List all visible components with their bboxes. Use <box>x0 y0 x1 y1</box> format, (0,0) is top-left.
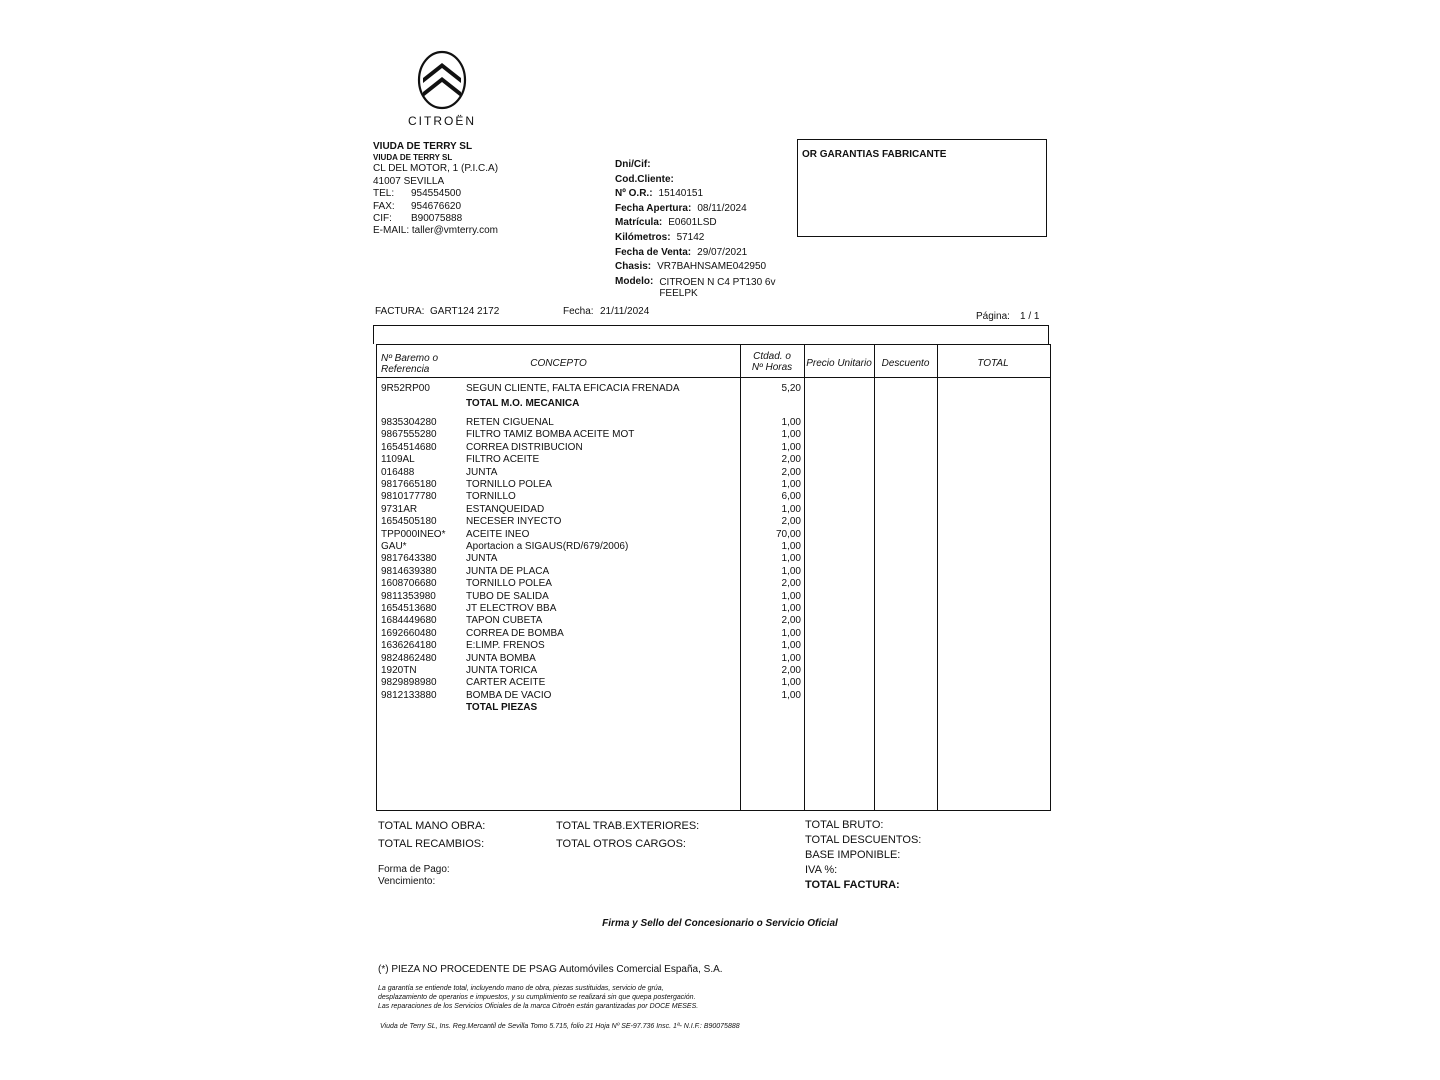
total-trab-exteriores: TOTAL TRAB.EXTERIORES: <box>556 820 700 832</box>
company-name-small: VIUDA DE TERRY SL <box>373 153 453 163</box>
header-divider <box>377 377 1050 378</box>
cell-concepto: TUBO DE SALIDA <box>466 590 549 602</box>
fecha-label: Fecha: <box>563 306 594 317</box>
cell-concepto: TORNILLO POLEA <box>466 578 552 590</box>
cell-qty: 1,00 <box>781 652 801 664</box>
col-divider <box>874 345 875 810</box>
cell-qty: 1,00 <box>781 503 801 515</box>
cell-concepto: TORNILLO <box>466 491 516 503</box>
fecha-value: 21/11/2024 <box>600 306 650 317</box>
base-imponible: BASE IMPONIBLE: <box>805 849 901 861</box>
cell-ref: 1608706680 <box>381 578 437 590</box>
cell-qty: 6,00 <box>781 491 801 503</box>
cell-concepto: NECESER INYECTO <box>466 516 562 528</box>
cell-ref: 1636264180 <box>381 640 437 652</box>
or-garantias-box <box>797 139 1047 237</box>
company-tel: TEL: 954554500 <box>373 188 462 200</box>
cell-ref: 9812133880 <box>381 689 437 701</box>
col-divider <box>937 345 938 810</box>
cell-qty: 1,00 <box>781 627 801 639</box>
cell-concepto: ESTANQUEIDAD <box>466 503 545 515</box>
client-or: Nº O.R.: 15140151 <box>615 188 704 200</box>
pagina-label: Página: <box>976 311 1010 322</box>
cell-ref: TPP000INEO* <box>381 528 446 540</box>
cell-ref: 1692660480 <box>381 627 437 639</box>
client-venta: Fecha de Venta: 29/07/2021 <box>615 246 748 258</box>
cell-qty: 1,00 <box>781 417 801 428</box>
col-divider <box>804 345 805 810</box>
total-bruto: TOTAL BRUTO: <box>805 819 884 831</box>
garantia-text: La garantía se entiende total, incluyendo mano de obra, piezas sustituidas, servicio de grúa, desplazamiento de operarios e impuestos, y su cumplimiento se realizará sin que quepa postergación. Las reparaciones de los Servicios Oficiales de la marca Citroën están garantizadas por DOCE MESES. <box>378 985 699 1010</box>
cell-ref: GAU* <box>381 541 407 552</box>
client-cod: Cod.Cliente: <box>615 173 674 185</box>
cell-concepto: JUNTA DE PLACA <box>466 565 550 577</box>
cell-concepto: TORNILLO POLEA <box>466 479 552 490</box>
total-otros-cargos: TOTAL OTROS CARGOS: <box>556 838 686 850</box>
iva: IVA %: <box>805 864 838 876</box>
cell-ref: 9810177780 <box>381 491 437 503</box>
client-dni: Dni/Cif: <box>615 159 651 170</box>
cell-concepto: JUNTA <box>466 466 498 478</box>
company-address: CL DEL MOTOR, 1 (P.I.C.A) <box>373 163 499 175</box>
cell-ref: 016488 <box>381 466 415 478</box>
cell-ref: 1109AL <box>381 454 415 466</box>
cell-concepto: CARTER ACEITE <box>466 677 546 689</box>
client-info <box>615 158 775 299</box>
cell-concepto: FILTRO ACEITE <box>466 454 540 466</box>
cell-qty: 5,20 <box>781 383 801 394</box>
cell-concepto: TAPON CUBETA <box>466 615 543 627</box>
cell-ref: 9817665180 <box>381 479 437 490</box>
cell-qty: 2,00 <box>781 665 801 676</box>
cell-qty: 70,00 <box>775 528 801 540</box>
brand-name: CITROËN <box>408 114 476 128</box>
header-descuento: Descuento <box>881 358 930 369</box>
cell-qty: 1,00 <box>781 677 801 689</box>
cell-ref: 9814639380 <box>381 565 437 577</box>
company-name: VIUDA DE TERRY SL <box>373 141 473 152</box>
table-top-band <box>373 325 1049 344</box>
cell-qty: 1,00 <box>781 479 801 490</box>
cell-qty: 1,00 <box>781 541 801 552</box>
cell-ref: 9811353980 <box>381 590 436 602</box>
cell-ref: 1684449680 <box>381 615 437 627</box>
factura-label: FACTURA: <box>375 306 425 317</box>
client-chasis: Chasis: VR7BAHNSAME042950 <box>615 261 767 273</box>
cell-qty: 1,00 <box>781 429 801 441</box>
company-city: 41007 SEVILLA <box>373 175 445 187</box>
cell-concepto: CORREA DE BOMBA <box>466 627 564 639</box>
cell-qty: 2,00 <box>781 454 801 466</box>
header-total: TOTAL <box>977 358 1009 369</box>
cell-concepto: E:LIMP. FRENOS <box>466 640 545 652</box>
cell-ref: 9731AR <box>381 503 418 515</box>
cell-concepto: CORREA DISTRIBUCION <box>466 441 583 453</box>
factura-number: GART124 2172 <box>430 306 500 317</box>
brand-logo <box>404 50 480 128</box>
cell-ref: 9829898980 <box>381 677 437 689</box>
cell-concepto: RETEN CIGUENAL <box>466 417 554 428</box>
pagina-value: 1 / 1 <box>1020 311 1040 322</box>
client-apertura: Fecha Apertura: 08/11/2024 <box>615 202 747 214</box>
cell-ref: 9867555280 <box>381 429 437 441</box>
header-concepto: CONCEPTO <box>530 358 587 369</box>
cell-concepto: Aportacion a SIGAUS(RD/679/2006) <box>466 541 629 552</box>
client-modelo: Modelo: CITROEN N C4 PT130 6v FEELPK <box>615 275 776 299</box>
cell-qty: 1,00 <box>781 565 801 577</box>
cell-qty: 1,00 <box>781 603 801 614</box>
cell-qty: 2,00 <box>781 578 801 590</box>
cell-concepto: JUNTA <box>466 553 498 565</box>
total-descuentos: TOTAL DESCUENTOS: <box>805 834 922 846</box>
firma-sello: Firma y Sello del Concesionario o Servicio Oficial <box>602 918 838 929</box>
header-precio: Precio Unitario <box>806 358 872 369</box>
cell-qty: 1,00 <box>781 553 801 565</box>
company-cif: CIF: B90075888 <box>373 213 463 225</box>
or-box-title: OR GARANTIAS FABRICANTE <box>802 149 947 160</box>
cell-qty: 1,00 <box>781 590 801 602</box>
registro-mercantil: Viuda de Terry SL, Ins. Reg.Mercantil de Sevilla Tomo 5.715, folio 21 Hoja Nº SE-97.736 Insc. 1ª- N.I.F.: B90075888 <box>380 1023 740 1030</box>
cell-concepto: TOTAL PIEZAS <box>466 702 538 714</box>
cell-concepto: JT ELECTROV BBA <box>466 603 557 614</box>
header-ref: Nº Baremo o Referencia <box>381 353 439 375</box>
cell-qty: 2,00 <box>781 615 801 627</box>
cell-concepto: JUNTA TORICA <box>466 665 538 676</box>
company-email: E-MAIL: taller@vmterry.com <box>373 225 498 237</box>
items-table <box>376 344 1051 811</box>
cell-ref: 9R52RP00 <box>381 383 430 394</box>
cell-concepto: ACEITE INEO <box>466 528 530 540</box>
cell-ref: 9835304280 <box>381 417 437 428</box>
citroen-double-chevron-icon <box>417 50 467 110</box>
client-km: Kilómetros: 57142 <box>615 231 705 243</box>
total-mano-obra: TOTAL MANO OBRA: <box>378 820 486 832</box>
header-qty: Ctdad. o Nº Horas <box>751 351 793 373</box>
total-recambios: TOTAL RECAMBIOS: <box>378 838 485 850</box>
nota-pieza: (*) PIEZA NO PROCEDENTE DE PSAG Automóviles Comercial España, S.A. <box>378 964 723 975</box>
company-fax: FAX: 954676620 <box>373 200 462 212</box>
cell-qty: 1,00 <box>781 441 801 453</box>
cell-qty: 2,00 <box>781 516 801 528</box>
cell-qty: 1,00 <box>781 640 801 652</box>
cell-ref: 1654514680 <box>381 441 437 453</box>
cell-ref: 1654513680 <box>381 603 437 614</box>
cell-concepto: SEGUN CLIENTE, FALTA EFICACIA FRENADA <box>466 383 680 394</box>
cell-ref: 1920TN <box>381 665 417 676</box>
client-matricula: Matrícula: E0601LSD <box>615 217 717 229</box>
cell-concepto: TOTAL M.O. MECANICA <box>466 398 580 409</box>
total-factura: TOTAL FACTURA: <box>805 879 900 891</box>
cell-qty: 2,00 <box>781 466 801 478</box>
cell-ref: 1654505180 <box>381 516 437 528</box>
company-info <box>373 141 498 238</box>
cell-qty: 1,00 <box>781 689 801 701</box>
cell-concepto: FILTRO TAMIZ BOMBA ACEITE MOT <box>466 429 635 441</box>
vencimiento: Vencimiento: <box>378 876 436 887</box>
cell-concepto: JUNTA BOMBA <box>466 652 536 664</box>
cell-concepto: BOMBA DE VACIO <box>466 689 552 701</box>
cell-ref: 9817643380 <box>381 553 437 565</box>
forma-de-pago: Forma de Pago: <box>378 864 450 875</box>
cell-ref: 9824862480 <box>381 652 437 664</box>
